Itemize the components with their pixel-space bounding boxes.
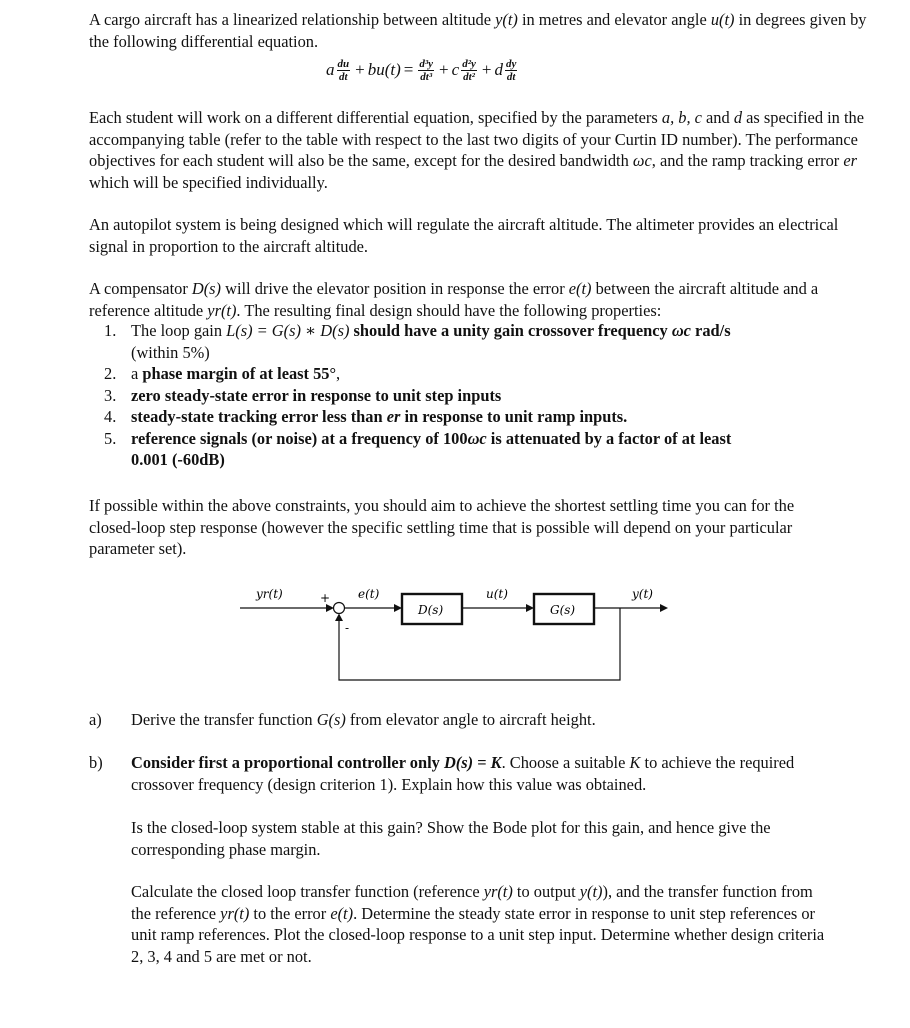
qb3-mid2: ), and the transfer function from the reference (131, 882, 813, 923)
eq-bu: bu(t) (367, 60, 401, 80)
intro-text-1: A cargo aircraft has a linearized relationship between altitude (89, 10, 496, 29)
question-a-text (131, 709, 831, 731)
eq-plus-2: + (439, 60, 449, 80)
intro-text-3: in degrees given by the following differential equation. (89, 10, 867, 51)
req-2-number: 2. (104, 364, 117, 383)
qb-K: K (629, 753, 641, 772)
eq-equals: = (403, 60, 414, 80)
qb3-pre: Calculate the closed loop transfer function (reference (131, 882, 484, 901)
qb3-post: . Determine the steady state error in response to unit step references or unit ramp references. Plot the closed-loop response to a unit step input. Determine whether design criteria 2, 3, 4 and 5 are met or not. (131, 903, 825, 966)
students-text-5: which will be specified individually. (89, 172, 328, 192)
diagram-arrow-3 (526, 604, 534, 612)
req-5-post: is attenuated by a factor of at least (486, 428, 732, 448)
qb3-yr2: yr(t) (220, 903, 250, 923)
students-paragraph (89, 107, 879, 193)
compensator-paragraph (89, 278, 879, 321)
comp-text-2: will drive the elevator position in response the error (221, 279, 569, 298)
differential-equation (326, 52, 519, 88)
req-1-wc: ωc (671, 321, 691, 340)
req-1-note: (within 5%) (131, 342, 210, 362)
comp-Ds: D(s) (191, 279, 222, 298)
requirement-5 (104, 428, 884, 471)
qb-bold: Consider first a proportional controller only (131, 753, 444, 772)
qb3-mid3: to the error (249, 903, 331, 923)
eq-frac-d2y-dt2 (461, 58, 477, 83)
intro-u-t: u(t) (710, 10, 735, 29)
students-d: d (733, 108, 743, 127)
qb3-yt: y(t) (579, 882, 603, 901)
req-5-number: 5. (104, 428, 117, 448)
req-5-note: 0.001 (-60dB) (131, 450, 225, 469)
eq-plus-1: + (355, 60, 365, 80)
eq-frac-d3y-dt3 (418, 58, 434, 83)
question-a (89, 709, 879, 731)
qa-math: G(s) (316, 710, 346, 729)
requirement-1 (104, 320, 884, 363)
autopilot-paragraph: An autopilot system is being designed which will regulate the aircraft altitude. The altimeter provides an electrical signal in proportion to the aircraft altitude. (89, 215, 839, 256)
diagram-arrow-4 (660, 604, 668, 612)
req-3-text: zero steady-state error in response to unit step inputs (131, 385, 502, 405)
qb3-et: e(t) (330, 903, 354, 923)
diagram-arrow-1 (326, 604, 334, 612)
eq-dt: dt (339, 70, 348, 83)
question-b (89, 752, 879, 795)
qa-post: from elevator angle to aircraft height. (345, 710, 596, 729)
req-1-number: 1. (104, 321, 117, 340)
req-2-pre: a (131, 364, 143, 383)
diagram-plus: + (320, 591, 331, 605)
eq-dt2: dt² (463, 70, 475, 83)
settling-paragraph: If possible within the above constraints, you should aim to achieve the shortest settling time you can for the closed-loop step response (however the specific settling time that is possible will depend on your particular parameter set). (89, 496, 795, 558)
req-5-text: reference signals (or noise) at a frequency of 100 (131, 428, 468, 448)
eq-frac-dy-dt (505, 58, 517, 83)
requirement-3 (104, 385, 884, 407)
students-text-4: , and the ramp tracking error (651, 151, 844, 170)
requirement-4 (104, 406, 884, 428)
req-1-bold: should have a unity gain crossover frequency (349, 321, 672, 340)
req-5-wc: ωc (467, 428, 487, 448)
req-1-math: L(s) = G(s) ∗ D(s) (226, 321, 350, 340)
diagram-minus: - (345, 621, 350, 635)
req-2-text: phase margin of at least 55° (142, 364, 337, 383)
eq-a: a (326, 60, 335, 80)
diagram-yt-label: y(t) (632, 587, 653, 601)
comp-text-3: between the aircraft altitude and a reference altitude (89, 279, 819, 320)
students-text-2: and (701, 108, 734, 127)
qb-math: D(s) = K (443, 753, 502, 772)
req-4-post: in response to unit ramp inputs. (400, 407, 628, 426)
diagram-yr-label: yr(t) (256, 587, 283, 601)
intro-text-2: in metres and elevator angle (517, 10, 711, 29)
diagram-et-label: e(t) (358, 587, 380, 601)
eq-c: c (451, 60, 460, 80)
eq-dt-last: dt (506, 70, 516, 83)
req-4-text: steady-state tracking error less than (131, 407, 387, 426)
eq-frac-du-dt (337, 58, 351, 83)
qb3-yr: yr(t) (483, 882, 513, 901)
question-b-text (131, 752, 831, 795)
req-2-body (131, 363, 340, 385)
eq-plus-3: + (481, 60, 492, 80)
comp-text-4: . The resulting final design should have the following properties: (236, 300, 662, 320)
question-b-closed-loop (131, 881, 831, 967)
req-4-number: 4. (104, 407, 117, 426)
req-2-post: , (336, 364, 341, 383)
diagram-Ds-label: D(s) (418, 603, 444, 617)
req-3-number: 3. (104, 385, 117, 405)
req-1-body (131, 320, 731, 363)
qb-post2: to achieve the required crossover frequency (design criterion 1). Explain how this value was obtained. (131, 753, 795, 794)
diagram-summing-junction (334, 603, 345, 614)
intro-y-t: y(t) (495, 10, 518, 29)
eq-du: du (337, 57, 350, 70)
req-5-body (131, 428, 731, 471)
qb3-mid: to output (512, 882, 580, 901)
eq-dt3: dt³ (420, 70, 433, 83)
qb-post: . Choose a suitable (501, 753, 630, 772)
question-b-stability: Is the closed-loop system stable at this gain? Show the Bode plot for this gain, and hence give the corresponding phase margin. (131, 818, 771, 859)
requirement-2 (104, 363, 884, 385)
diagram-Gs-label: G(s) (550, 603, 576, 617)
students-wc: ωc (632, 151, 652, 170)
req-4-body (131, 406, 627, 428)
req-1-pre: The loop gain (131, 321, 227, 340)
eq-d: d (494, 60, 503, 80)
eq-dy: dy (505, 57, 517, 70)
req-4-er: er (386, 407, 401, 426)
comp-text-1: A compensator (89, 279, 192, 298)
students-text-3: as specified in the accompanying table (refer to the table with respect to the last two digits of your Curtin ID number). The performance objectives for each student will also be the same, except for the desired bandwidth (89, 108, 864, 170)
students-abc: a, b, c (661, 108, 702, 127)
req-1-post: rad/s (690, 321, 731, 340)
question-a-label: a) (89, 710, 102, 729)
students-er: er (843, 151, 858, 170)
question-b-label: b) (89, 753, 103, 772)
comp-yr: yr(t) (207, 300, 237, 320)
feedback-block-diagram (240, 580, 680, 690)
eq-d3y: d³y (419, 57, 434, 70)
diagram-arrow-2 (394, 604, 402, 612)
eq-d2y: d²y (462, 57, 476, 70)
students-text-1: Each student will work on a different differential equation, specified by the parameters (89, 108, 662, 127)
diagram-ut-label: u(t) (486, 587, 508, 601)
requirements-list (104, 320, 884, 471)
comp-et: e(t) (568, 279, 592, 298)
intro-paragraph (89, 9, 879, 52)
diagram-arrow-feedback (335, 614, 343, 622)
qa-pre: Derive the transfer function (131, 710, 317, 729)
